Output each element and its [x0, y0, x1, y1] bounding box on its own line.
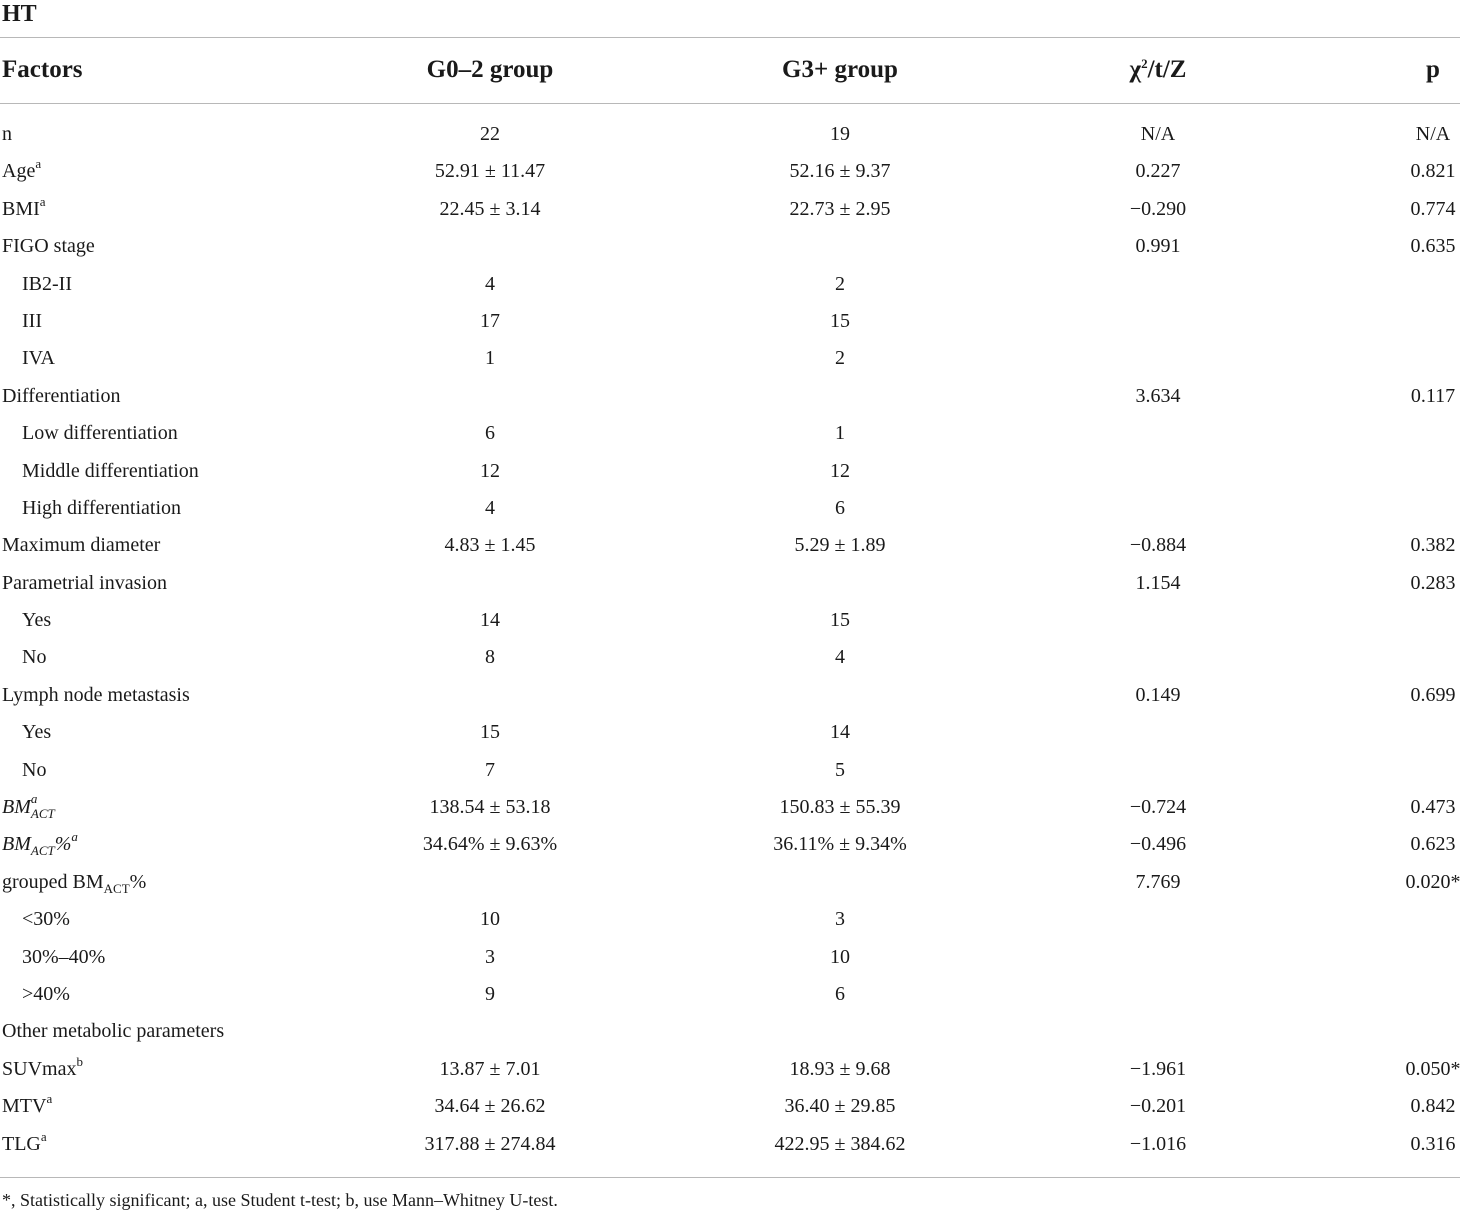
cell-statistic: −1.961	[1129, 1057, 1187, 1080]
row-label-sup: a	[35, 156, 42, 172]
row-label-text: IVA	[22, 347, 55, 370]
cell-g3: 52.16 ± 9.37	[789, 160, 891, 183]
row-label-text: BM	[2, 833, 31, 856]
cell-statistic: −0.290	[1129, 197, 1187, 220]
table-row	[0, 303, 1460, 340]
row-label-sub: ACT	[30, 806, 55, 822]
header-stat-base: χ	[1129, 56, 1142, 83]
row-label	[2, 378, 120, 415]
row-label-sup: a	[30, 791, 38, 807]
row-label-text: Low differentiation	[22, 422, 178, 445]
cell-statistic: N/A	[1140, 123, 1176, 145]
cell-p: 0.382	[1410, 534, 1456, 557]
table-row	[0, 639, 1460, 676]
cell-statistic: −0.724	[1129, 796, 1187, 819]
row-label-tail: %	[129, 870, 147, 893]
row-label	[22, 453, 199, 490]
cell-g02: 15	[480, 721, 500, 744]
cell-g3: 6	[835, 982, 845, 1005]
row-label	[22, 639, 46, 676]
cell-g02: 22	[480, 123, 500, 145]
cell-statistic: −0.496	[1129, 833, 1187, 856]
cell-p: 0.316	[1410, 1132, 1456, 1155]
cell-g02: 17	[480, 309, 500, 332]
cell-p: 0.050*	[1405, 1057, 1460, 1080]
table-row	[0, 415, 1460, 452]
table-row	[0, 266, 1460, 303]
cell-g02: 34.64% ± 9.63%	[422, 833, 558, 856]
cell-g3: 150.83 ± 55.39	[779, 796, 901, 819]
row-label-text: n	[2, 123, 12, 145]
row-label-text: Parametrial invasion	[2, 571, 167, 594]
cell-g3: 18.93 ± 9.68	[789, 1057, 891, 1080]
cell-statistic: 7.769	[1135, 870, 1181, 893]
cell-statistic: −1.016	[1129, 1132, 1187, 1155]
row-label-text: III	[22, 309, 42, 332]
row-label-sup: a	[39, 193, 46, 209]
row-label	[22, 266, 72, 303]
table-row	[0, 527, 1460, 564]
row-label	[22, 602, 51, 639]
row-label-text: SUVmax	[2, 1057, 77, 1080]
row-label-text: No	[22, 758, 47, 781]
row-label	[22, 340, 55, 377]
row-label-text: Maximum diameter	[2, 534, 161, 557]
table-row	[0, 864, 1460, 901]
cell-g02: 8	[485, 646, 495, 669]
cell-g3: 5	[835, 758, 845, 781]
row-label	[22, 939, 105, 976]
table-row	[0, 565, 1460, 602]
row-label-sup: a	[71, 829, 78, 845]
row-label-sub: ACT	[103, 880, 130, 896]
table-row	[0, 602, 1460, 639]
table-row	[0, 789, 1460, 826]
row-label	[22, 415, 178, 452]
row-label	[2, 677, 190, 714]
row-label	[2, 1013, 224, 1050]
cell-statistic: −0.201	[1129, 1095, 1187, 1118]
cell-p: 0.623	[1410, 833, 1456, 856]
row-label	[2, 1051, 83, 1089]
cell-p: 0.635	[1410, 235, 1456, 258]
row-label-supsub	[30, 789, 65, 822]
cell-p: 0.283	[1410, 571, 1456, 594]
table-row	[0, 490, 1460, 527]
cell-g3: 19	[830, 123, 850, 145]
table-row	[0, 378, 1460, 415]
cell-g02: 6	[485, 422, 495, 445]
cell-g02: 13.87 ± 7.01	[439, 1057, 541, 1080]
cell-g02: 4	[485, 496, 495, 519]
cell-g3: 36.40 ± 29.85	[784, 1095, 896, 1118]
table-row	[0, 901, 1460, 938]
header-rule	[0, 103, 1460, 104]
table-row	[0, 976, 1460, 1013]
cell-g02: 34.64 ± 26.62	[434, 1095, 546, 1118]
cell-statistic: −0.884	[1129, 534, 1187, 557]
cell-statistic: 0.149	[1135, 683, 1181, 706]
top-rule	[0, 37, 1460, 38]
row-label-text: Other metabolic parameters	[2, 1020, 225, 1043]
row-label	[2, 565, 167, 602]
table-row	[0, 153, 1460, 190]
row-label-text: Lymph node metastasis	[2, 683, 190, 706]
row-label-text: MTV	[2, 1095, 47, 1118]
table-row	[0, 1126, 1460, 1163]
row-label-text: Middle differentiation	[22, 459, 199, 482]
cell-g02: 12	[480, 459, 500, 482]
cell-g3: 6	[835, 496, 845, 519]
row-label	[22, 714, 51, 751]
row-label	[2, 228, 95, 265]
table-row	[0, 677, 1460, 714]
row-label-text: >40%	[22, 982, 70, 1005]
header-g3-group: G3+ group	[782, 56, 898, 83]
cell-g02: 4	[485, 272, 495, 295]
cell-g02: 9	[485, 982, 495, 1005]
table-body	[0, 116, 1460, 1163]
cell-statistic: 1.154	[1135, 571, 1181, 594]
cell-p: 0.117	[1410, 384, 1456, 407]
row-label	[2, 826, 78, 864]
row-label-sup: b	[76, 1053, 83, 1069]
header-stat-sup: 2	[1141, 56, 1148, 71]
row-label	[2, 864, 146, 902]
row-label	[2, 1088, 52, 1126]
cell-g3: 5.29 ± 1.89	[794, 534, 886, 557]
cell-g3: 1	[835, 422, 845, 445]
table-title: HT	[2, 1, 37, 27]
row-label-text: Differentiation	[2, 384, 121, 407]
header-statistic	[1058, 40, 1258, 100]
table-row	[0, 191, 1460, 228]
table-row	[0, 939, 1460, 976]
row-label-text: High differentiation	[22, 496, 182, 519]
cell-g02: 3	[485, 945, 495, 968]
row-label-text: Yes	[22, 721, 52, 744]
cell-g3: 2	[835, 272, 845, 295]
header-factors: Factors	[2, 56, 83, 83]
row-label-sub: ACT	[30, 843, 55, 859]
table-row	[0, 228, 1460, 265]
cell-statistic: 3.634	[1135, 384, 1181, 407]
cell-p: 0.473	[1410, 796, 1456, 819]
table-row	[0, 714, 1460, 751]
cell-statistic: 0.991	[1135, 235, 1181, 258]
table-row	[0, 826, 1460, 863]
cell-g02: 22.45 ± 3.14	[439, 197, 541, 220]
cell-p: 0.774	[1410, 197, 1456, 220]
header-stat-rest: /t/Z	[1147, 56, 1187, 83]
header-p: p	[1426, 56, 1440, 83]
row-label	[22, 303, 42, 340]
table-header	[0, 40, 1460, 100]
row-label	[2, 789, 65, 826]
cell-g3: 2	[835, 347, 845, 370]
row-label-text: BM	[2, 796, 31, 819]
row-label-sup: a	[46, 1091, 53, 1107]
cell-g3: 15	[830, 309, 850, 332]
cell-p: 0.699	[1410, 683, 1456, 706]
cell-g3: 3	[835, 908, 845, 931]
row-label	[22, 976, 70, 1013]
row-label	[2, 153, 41, 191]
cell-g3: 10	[830, 945, 850, 968]
table-row	[0, 1051, 1460, 1088]
table-row	[0, 1013, 1460, 1050]
cell-g3: 36.11% ± 9.34%	[773, 833, 907, 856]
cell-g02: 1	[485, 347, 495, 370]
row-label	[22, 901, 70, 938]
bottom-rule	[0, 1177, 1460, 1178]
row-label-text: grouped BM	[2, 870, 104, 893]
cell-g3: 14	[830, 721, 850, 744]
row-label-text: 30%–40%	[22, 945, 106, 968]
row-label-sup: a	[40, 1128, 47, 1144]
cell-p: N/A	[1415, 123, 1451, 145]
row-label-text: Age	[2, 160, 36, 183]
cell-p: 0.821	[1410, 160, 1456, 183]
cell-g02: 4.83 ± 1.45	[444, 534, 536, 557]
cell-g02: 14	[480, 609, 500, 632]
row-label	[2, 527, 160, 564]
row-label-text: IB2-II	[22, 272, 72, 295]
cell-g3: 15	[830, 609, 850, 632]
cell-statistic: 0.227	[1135, 160, 1181, 183]
cell-g02: 138.54 ± 53.18	[429, 796, 551, 819]
cell-g3: 422.95 ± 384.62	[774, 1132, 906, 1155]
cell-g3: 12	[830, 459, 850, 482]
table-row	[0, 116, 1460, 153]
row-label	[22, 490, 181, 527]
table-footnote: *, Statistically significant; a, use Student t-test; b, use Mann–Whitney U-test.	[2, 1190, 558, 1210]
cell-p: 0.842	[1410, 1095, 1456, 1118]
cell-g02: 317.88 ± 274.84	[424, 1132, 556, 1155]
cell-g3: 22.73 ± 2.95	[789, 197, 891, 220]
row-label-text: <30%	[22, 908, 70, 931]
cell-g02: 10	[480, 908, 500, 931]
cell-g02: 7	[485, 758, 495, 781]
table-row	[0, 453, 1460, 490]
table-row	[0, 340, 1460, 377]
row-label-text: TLG	[2, 1132, 41, 1155]
cell-g3: 4	[835, 646, 845, 669]
table-row	[0, 1088, 1460, 1125]
header-g02-group: G0–2 group	[426, 56, 554, 83]
row-label	[2, 1126, 47, 1164]
row-label	[2, 116, 12, 153]
row-label-text: No	[22, 646, 47, 669]
row-label	[2, 191, 46, 229]
row-label-text: BMI	[2, 197, 40, 220]
cell-p: 0.020*	[1405, 870, 1460, 893]
table-row	[0, 752, 1460, 789]
row-label-tail: %	[54, 833, 72, 856]
row-label-text: Yes	[22, 609, 52, 632]
row-label-text: FIGO stage	[2, 235, 95, 258]
cell-g02: 52.91 ± 11.47	[434, 160, 546, 183]
